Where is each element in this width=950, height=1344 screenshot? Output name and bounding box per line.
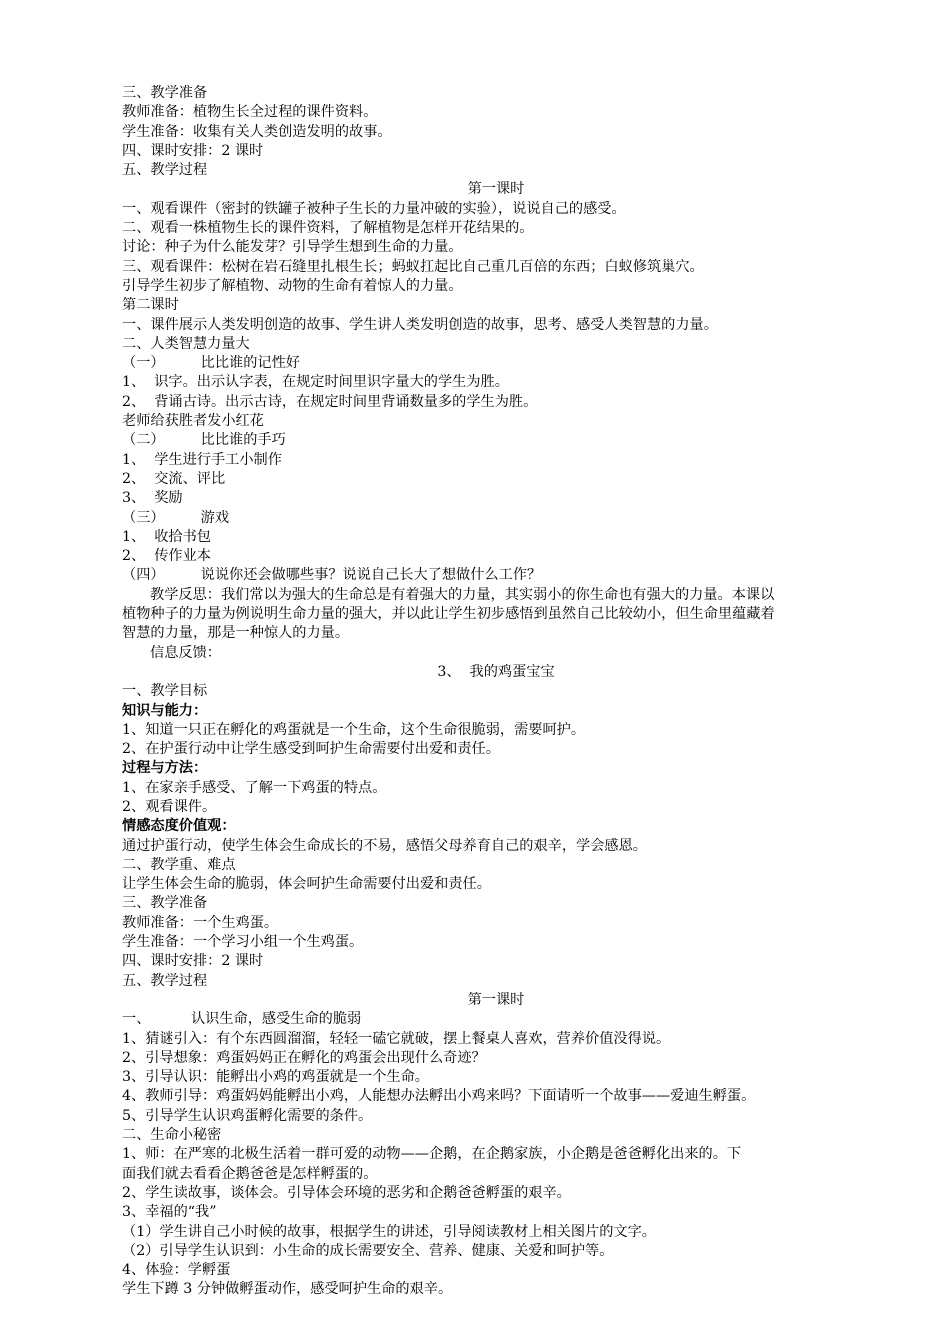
text-line: 2、在护蛋行动中让学生感受到呵护生命需要付出爱和责任。 xyxy=(122,741,500,758)
text-line: 1、猜谜引入：有个东西圆溜溜，轻轻一磕它就破，摆上餐桌人喜欢，营养价值没得说。 xyxy=(122,1030,671,1047)
text-line: 四、课时安排：2 课时 xyxy=(122,953,264,970)
text-line: 三、教学准备 xyxy=(122,85,208,101)
text-line: 一、教学目标 xyxy=(122,683,208,700)
text-line: 4、体验：学孵蛋 xyxy=(122,1262,231,1279)
section-heading: 情感态度价值观： xyxy=(122,818,236,835)
text-line: （一） 比比谁的记性好 xyxy=(122,355,300,372)
text-line: 1、 收拾书包 xyxy=(122,528,211,545)
section-heading: 过程与方法： xyxy=(122,760,208,777)
text-line: 教师准备：一个生鸡蛋。 xyxy=(122,914,279,931)
text-line: 植物种子的力量为例说明生命力量的强大，并以此让学生初步感悟到虽然自己比较幼小，但生命里蕴藏着 xyxy=(122,606,775,623)
text-line: 二、教学重、难点 xyxy=(122,856,236,873)
text-line: （2）引导学生认识到：小生命的成长需要安全、营养、健康、关爱和呵护等。 xyxy=(122,1242,614,1259)
text-line: 一、 认识生命，感受生命的脆弱 xyxy=(122,1011,362,1028)
text-line: 教师准备：植物生长全过程的课件资料。 xyxy=(122,104,378,121)
text-line: 让学生体会生命的脆弱，体会呵护生命需要付出爱和责任。 xyxy=(122,876,491,893)
text-line: 五、教学过程 xyxy=(122,972,208,989)
text-line: （1）学生讲自己小时候的故事，根据学生的讲述，引导阅读教材上相关图片的文字。 xyxy=(122,1223,656,1240)
text-line: 1、知道一只正在孵化的鸡蛋就是一个生命，这个生命很脆弱，需要呵护。 xyxy=(122,721,586,738)
text-line: 3、 奖励 xyxy=(122,490,183,507)
centered-title: 3、 我的鸡蛋宝宝 xyxy=(437,663,555,680)
text-line: 二、观看一株植物生长的课件资料，了解植物是怎样开花结果的。 xyxy=(122,220,534,237)
text-line: 一、课件展示人类发明创造的故事、学生讲人类发明创造的故事，思考、感受人类智慧的力量。 xyxy=(122,316,718,333)
text-line: 1、师：在严寒的北极生活着一群可爱的动物——企鹅，在企鹅家族，小企鹅是爸爸孵化出来的。下 xyxy=(122,1146,742,1163)
text-line: 2、 传作业本 xyxy=(122,548,211,565)
text-line: 一、观看课件（密封的铁罐子被种子生长的力量冲破的实验），说说自己的感受。 xyxy=(122,200,626,217)
text-line: 智慧的力量，那是一种惊人的力量。 xyxy=(122,625,350,642)
text-line: 2、观看课件。 xyxy=(122,798,217,815)
text-line: 5、引导学生认识鸡蛋孵化需要的条件。 xyxy=(122,1107,373,1124)
text-line: 1、在家亲手感受、了解一下鸡蛋的特点。 xyxy=(122,779,387,796)
text-line: 三、教学准备 xyxy=(122,895,208,912)
text-line: 2、引导想象：鸡蛋妈妈正在孵化的鸡蛋会出现什么奇迹？ xyxy=(122,1049,486,1066)
section-heading: 知识与能力： xyxy=(122,702,208,719)
text-line: 二、人类智慧力量大 xyxy=(122,335,250,352)
text-line: 1、 学生进行手工小制作 xyxy=(122,451,282,468)
centered-title: 第一课时 xyxy=(467,181,525,198)
text-line: 教学反思：我们常以为强大的生命总是有着强大的力量，其实弱小的你生命也有强大的力量。本课以 xyxy=(150,586,775,603)
centered-title: 第一课时 xyxy=(467,991,525,1008)
text-line: 通过护蛋行动，使学生体会生命成长的不易，感悟父母养育自己的艰辛，学会感恩。 xyxy=(122,837,647,854)
text-line: 五、教学过程 xyxy=(122,162,208,179)
text-line: 2、 交流、评比 xyxy=(122,470,226,487)
text-line: 引导学生初步了解植物、动物的生命有着惊人的力量。 xyxy=(122,277,463,294)
text-line: 学生准备：一个学习小组一个生鸡蛋。 xyxy=(122,934,364,951)
text-line: 讨论：种子为什么能发芽？引导学生想到生命的力量。 xyxy=(122,239,463,256)
text-line: 老师给获胜者发小红花 xyxy=(122,413,264,430)
text-line: （四） 说说你还会做哪些事？说说自己长大了想做什么工作？ xyxy=(122,567,542,584)
text-line: 3、引导认识：能孵出小鸡的鸡蛋就是一个生命。 xyxy=(122,1069,429,1086)
text-line: 3、幸福的“我” xyxy=(122,1204,217,1221)
text-line: 第二课时 xyxy=(122,297,179,314)
text-line: 4、教师引导：鸡蛋妈妈能孵出小鸡，人能想办法孵出小鸡来吗？下面请听一个故事——爱迪生孵蛋。 xyxy=(122,1088,756,1105)
text-line: 学生准备：收集有关人类创造发明的故事。 xyxy=(122,123,392,140)
text-line: （三） 游戏 xyxy=(122,509,230,526)
text-line: 学生下蹲 3 分钟做孵蛋动作，感受呵护生命的艰辛。 xyxy=(122,1281,453,1298)
text-line: （二） 比比谁的手巧 xyxy=(122,432,286,449)
text-line: 2、 背诵古诗。出示古诗，在规定时间里背诵数量多的学生为胜。 xyxy=(122,393,538,410)
text-line: 面我们就去看看企鹅爸爸是怎样孵蛋的。 xyxy=(122,1165,378,1182)
text-line: 信息反馈： xyxy=(150,644,221,661)
document-page xyxy=(122,84,870,1300)
text-line: 四、课时安排：2 课时 xyxy=(122,142,264,159)
text-line: 2、学生读故事，谈体会。引导体会环境的恶劣和企鹅爸爸孵蛋的艰辛。 xyxy=(122,1184,571,1201)
text-line: 三、观看课件：松树在岩石缝里扎根生长；蚂蚁扛起比自己重几百倍的东西；白蚁修筑巢穴。 xyxy=(122,258,704,275)
text-line: 二、生命小秘密 xyxy=(122,1127,222,1144)
text-line: 1、 识字。出示认字表，在规定时间里识字量大的学生为胜。 xyxy=(122,374,509,391)
